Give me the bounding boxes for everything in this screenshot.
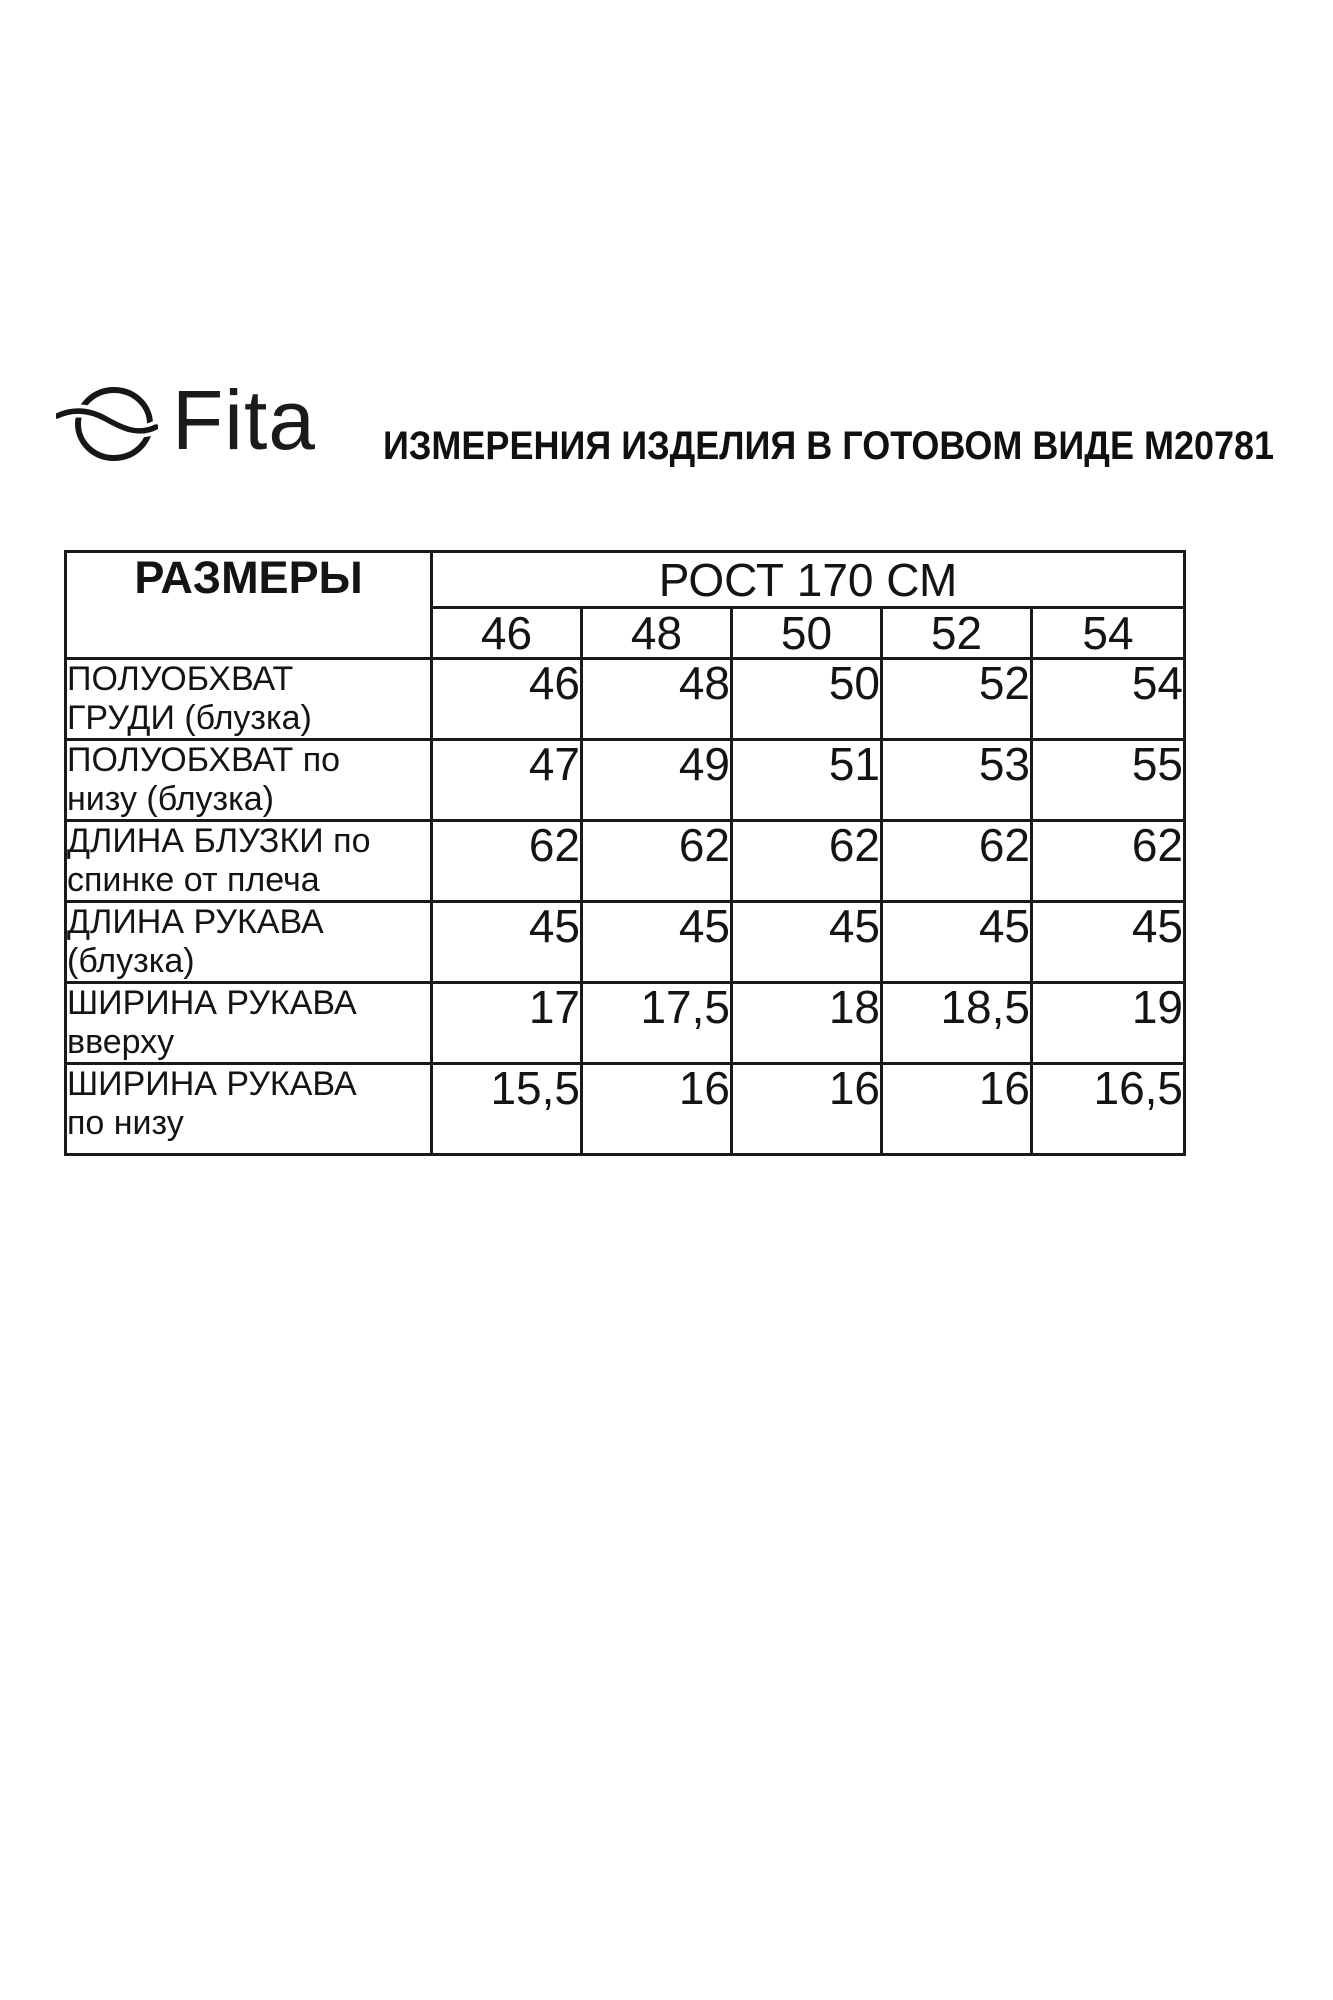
size-value-cell: 16 [732,1064,882,1155]
size-value-cell: 62 [732,821,882,902]
row-label-line2: (блузка) [67,942,195,980]
row-label-line2: вверху [67,1023,175,1061]
size-value-cell: 55 [1032,740,1185,821]
fita-logo-icon [56,386,158,466]
size-col-header-52: 52 [882,608,1032,659]
size-value-cell: 16 [882,1064,1032,1155]
row-label-line1: ДЛИНА РУКАВА [67,903,324,941]
size-value-cell: 62 [432,821,582,902]
size-value-cell: 45 [432,902,582,983]
row-label-line1: ШИРИНА РУКАВА [67,1065,357,1103]
size-value-cell: 47 [432,740,582,821]
measurement-row-hem [66,740,1185,821]
height-group-header: РОСТ 170 СМ [432,552,1185,608]
size-col-header-50: 50 [732,608,882,659]
size-value-cell: 45 [732,902,882,983]
size-value-cell: 16,5 [1032,1064,1185,1155]
row-label-line2: по низу [67,1104,184,1142]
measurement-row-sleeve-length [66,902,1185,983]
row-label [66,740,432,821]
row-label-line2: низу (блузка) [67,780,274,818]
row-label [66,1064,432,1155]
size-col-header-48: 48 [582,608,732,659]
measurement-row-blouse-length [66,821,1185,902]
row-label [66,821,432,902]
row-label-line2: ГРУДИ (блузка) [67,699,312,737]
size-value-cell: 53 [882,740,1032,821]
size-value-cell: 17 [432,983,582,1064]
size-col-header-54: 54 [1032,608,1185,659]
measurement-row-chest [66,659,1185,740]
size-value-cell: 18,5 [882,983,1032,1064]
row-label [66,983,432,1064]
size-value-cell: 19 [1032,983,1185,1064]
size-value-cell: 62 [582,821,732,902]
measurement-row-sleeve-width-bottom [66,1064,1185,1155]
size-value-cell: 16 [582,1064,732,1155]
row-label-line2: спинке от плеча [67,861,320,899]
row-label-line1: ПОЛУОБХВАТ по [67,741,341,779]
size-value-cell: 50 [732,659,882,740]
size-value-cell: 62 [1032,821,1185,902]
size-value-cell: 15,5 [432,1064,582,1155]
size-col-header-46: 46 [432,608,582,659]
page-title: ИЗМЕРЕНИЯ ИЗДЕЛИЯ В ГОТОВОМ ВИДЕ М20781 [383,424,1275,468]
size-table [64,550,1186,1156]
size-value-cell: 45 [1032,902,1185,983]
row-label-line1: ПОЛУОБХВАТ [67,660,294,698]
size-value-cell: 17,5 [582,983,732,1064]
size-value-cell: 18 [732,983,882,1064]
row-label [66,659,432,740]
size-value-cell: 46 [432,659,582,740]
row-label-line1: ШИРИНА РУКАВА [67,984,357,1022]
brand-name: Fita [172,373,317,467]
corner-header-sizes: РАЗМЕРЫ [66,552,432,659]
measurement-row-sleeve-width-top [66,983,1185,1064]
size-value-cell: 48 [582,659,732,740]
row-label [66,902,432,983]
size-value-cell: 54 [1032,659,1185,740]
size-value-cell: 62 [882,821,1032,902]
size-value-cell: 45 [582,902,732,983]
size-value-cell: 52 [882,659,1032,740]
size-value-cell: 51 [732,740,882,821]
size-value-cell: 45 [882,902,1032,983]
table-header-row-group [66,552,1185,608]
row-label-line1: ДЛИНА БЛУЗКИ по [67,822,371,860]
size-value-cell: 49 [582,740,732,821]
